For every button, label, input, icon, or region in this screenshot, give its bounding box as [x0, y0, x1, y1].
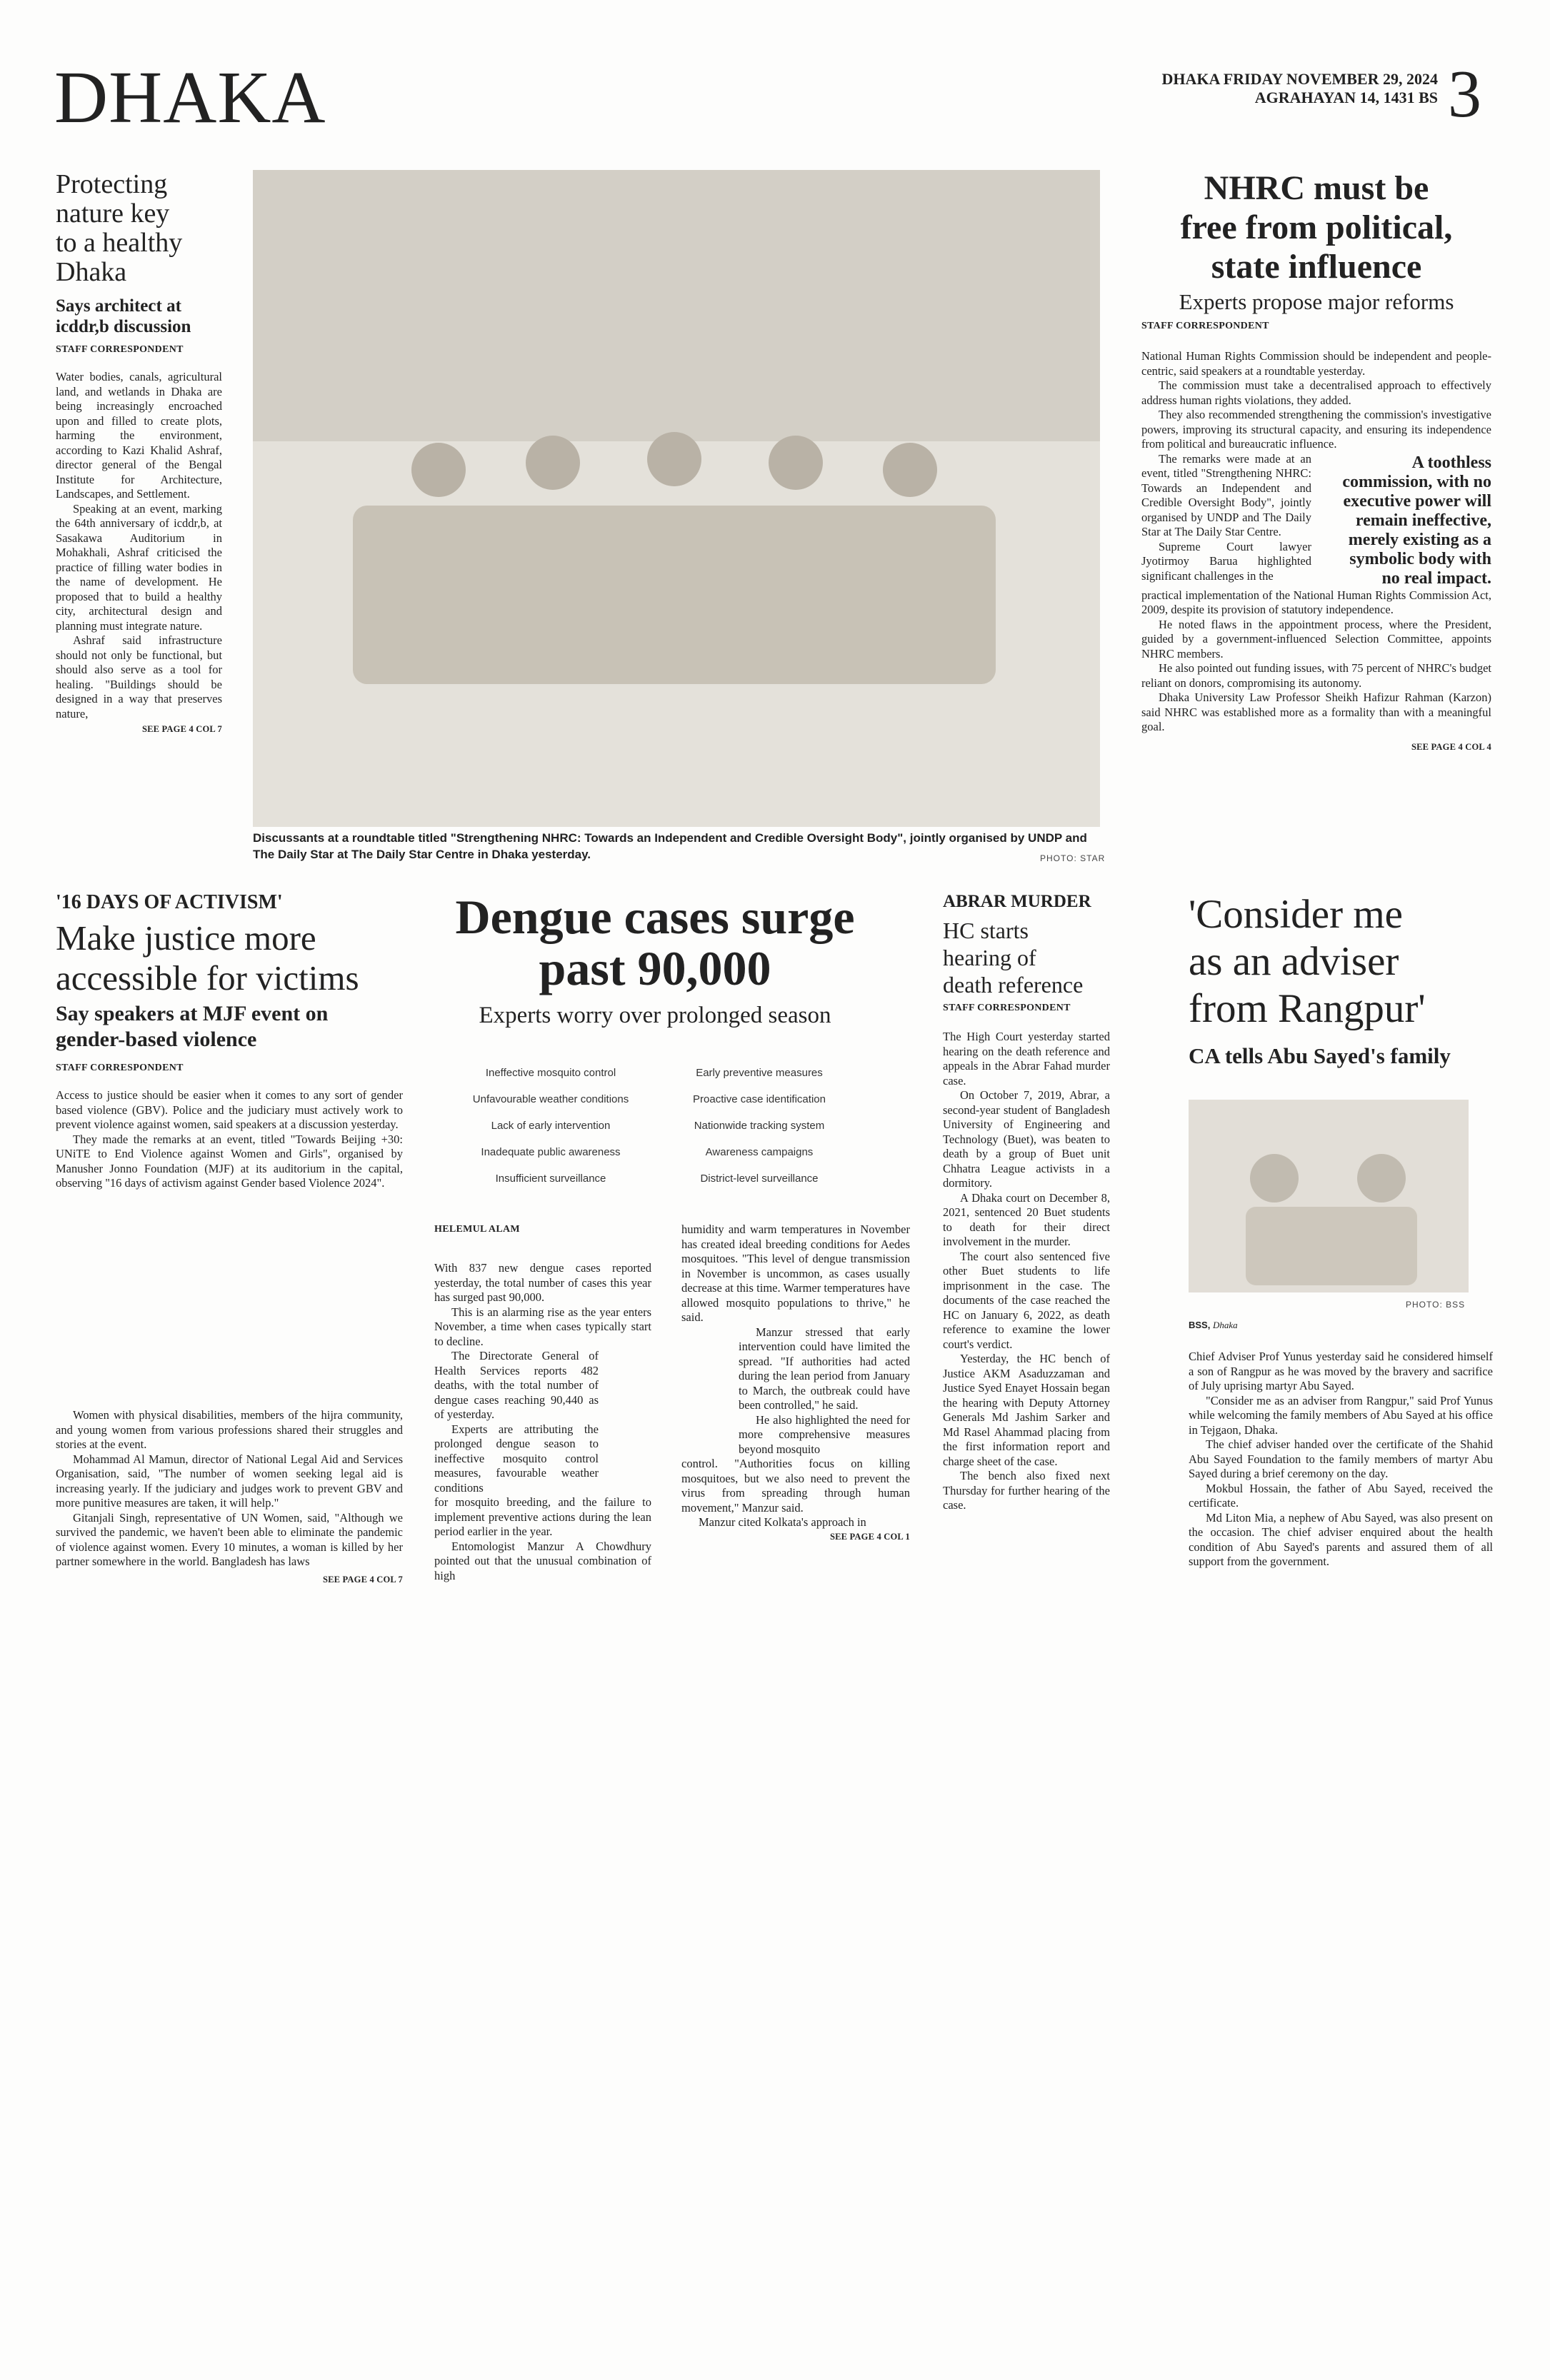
rangpur-photo: [1189, 1100, 1469, 1292]
nhrc-headline: [1141, 169, 1491, 286]
headline-line: as an adviser: [1189, 939, 1399, 984]
rangpur-body: [1189, 1350, 1493, 1570]
cause-item: Ineffective mosquito control: [485, 1067, 616, 1079]
solution-item: Nationwide tracking system: [694, 1120, 825, 1132]
nhrc-subhead: Experts propose major reforms: [1179, 289, 1454, 314]
headline-line: past 90,000: [539, 941, 771, 995]
dengue-paragraph: This is an alarming rise as the year enters November, a time when cases typically start to decline.: [434, 1305, 651, 1348]
roundtable-photo-image: [253, 170, 1100, 827]
headline-line: nature key: [56, 199, 170, 229]
rangpur-subhead: CA tells Abu Sayed's family: [1189, 1043, 1451, 1068]
nhrc-body-bottom: [1141, 588, 1491, 735]
nhrc-article: [1141, 169, 1491, 753]
rangpur-paragraph: "Consider me as an adviser from Rangpur," said Prof Yunus while welcoming the family members of Abu Sayed at his office in Tejgaon, Dhaka.: [1189, 1393, 1493, 1437]
nhrc-paragraph: The remarks were made at an event, titled "Strengthening NHRC: Towards an Independent and Credible Oversight Body", jointly organised by UNDP and The Daily Star at The Daily Star Centre.: [1141, 451, 1311, 538]
page-number: 3: [1448, 57, 1481, 131]
section-title: DHAKA: [54, 56, 326, 139]
headline-line: 'Consider me: [1189, 892, 1403, 937]
dengue-column-2: [681, 1222, 910, 1542]
activism-paragraph: Mohammad Al Mamun, director of National Legal Aid and Services Organisation, said, "The number of women seeking legal aid is increasing yearly. If the judiciary and judges work to prevent GBV and more punitive measures are taken, it will help.": [56, 1452, 403, 1510]
dengue-see-page: SEE PAGE 4 COL 1: [829, 1531, 910, 1542]
nhrc-paragraph: He also pointed out funding issues, with 75 percent of NHRC's budget reliant on donors, compromising its autonomy.: [1141, 661, 1491, 690]
abrar-body: [943, 1030, 1110, 1513]
headline-line: to a healthy: [56, 228, 183, 258]
subhead-line: icddr,b discussion: [56, 317, 191, 336]
dengue-paragraph: The Directorate General of Health Services reports 482 deaths, with the total number of dengue cases reaching 90,440 as of yesterday.: [434, 1349, 599, 1421]
cause-item: Lack of early intervention: [491, 1120, 611, 1132]
activism-paragraph: Gitanjali Singh, representative of UN Women, said, "Although we survived the pandemic, we haven't been able to eliminate the pandemic of violence against women. Every 10 minutes, a woman is killed by her partner somewhere in the world. Bangladesh has laws: [56, 1510, 403, 1568]
dengue-paragraph: Manzur cited Kolkata's approach in: [699, 1515, 866, 1529]
nhrc-paragraph: They also recommended strengthening the commission's investigative powers, improving its structural capacity, and ensuring its independence from political and bureaucratic influence.: [1141, 408, 1491, 451]
rangpur-byline-place: Dhaka: [1212, 1320, 1238, 1330]
nature-see-page: SEE PAGE 4 COL 7: [141, 724, 222, 734]
dengue-body-col1: [434, 1261, 651, 1583]
roundtable-photo: [253, 170, 1100, 827]
headline-line: Dengue cases surge: [455, 890, 855, 944]
dengue-paragraph: He also highlighted the need for more comprehensive measures beyond mosquito: [739, 1412, 910, 1456]
headline-line: accessible for victims: [56, 958, 359, 998]
activism-byline: STAFF CORRESPONDENT: [56, 1063, 184, 1073]
dengue-paragraph: Experts are attributing the prolonged dengue season to ineffective mosquito control measures, favourable weather conditions: [434, 1422, 599, 1495]
nature-body: [56, 370, 222, 721]
activism-see-page: SEE PAGE 4 COL 7: [322, 1574, 403, 1585]
cause-item: Insufficient surveillance: [495, 1173, 606, 1185]
dengue-column-1: [434, 1224, 651, 1583]
abrar-paragraph: A Dhaka court on December 8, 2021, sentenced 20 Buet students to death for their direct involvement in the murder.: [943, 1190, 1110, 1248]
solution-item: Awareness campaigns: [705, 1146, 814, 1158]
headline-line: Dhaka: [56, 257, 127, 287]
nature-paragraph: Ashraf said infrastructure should not only be functional, but should also serve as a tool for healing. "Buildings should be designed in a way that preserves nature,: [56, 633, 222, 720]
dengue-paragraph: for mosquito breeding, and the failure to implement preventive actions during the lean period earlier in the year.: [434, 1495, 651, 1538]
dengue-article: [433, 891, 877, 1192]
dengue-paragraph: Entomologist Manzur A Chowdhury pointed out that the unusual combination of high: [434, 1539, 651, 1582]
abrar-article: [943, 891, 1110, 1513]
nature-article: [56, 170, 222, 735]
dengue-byline: HELEMUL ALAM: [434, 1224, 520, 1235]
activism-headline: [56, 918, 403, 998]
activism-paragraph: Women with physical disabilities, members of the hijra community, and young women from various professions shared their struggles and stories at the event.: [56, 1408, 403, 1451]
headline-line: state influence: [1211, 248, 1422, 286]
dengue-headline: [433, 891, 877, 994]
rangpur-paragraph: The chief adviser handed over the certificate of the Shahid Abu Sayed Foundation to the family members of martyr Abu Sayed during a brief ceremony on the day.: [1189, 1437, 1493, 1480]
abrar-paragraph: On October 7, 2019, Abrar, a second-year student of Bangladesh University of Engineering and Technology (Buet), was beaten to death by a group of Buet unit Chhatra League activists in a dormitory.: [943, 1088, 1110, 1190]
nhrc-pull-quote: A toothless commission, with no executive power will remain ineffective, merely existing as a symbolic body with no real impact.: [1342, 453, 1491, 588]
abrar-paragraph: The court also sentenced five other Buet students to life imprisonment in the case. The documents of the case reached the HC on January 6, 2022, as death reference to examine the lower court's verdict.: [943, 1249, 1110, 1351]
nature-paragraph: Water bodies, canals, agricultural land, and wetlands in Dhaka are being increasingly encroached upon and filled to create plots, harming the environment, according to Kazi Khalid Ashraf, director general of the Bengal Institute for Architecture, Landscapes, and Settlement.: [56, 370, 222, 501]
headline-line: death reference: [943, 972, 1084, 998]
activism-paragraph: They made the remarks at an event, titled "Towards Beijing +30: UNiTE to End Violence against Women and Girls", organised by Manusher Jonno Foundation (MJF) at its auditorium in the capital, observing "16 days of activism against Gender based Violence 2024".: [56, 1132, 403, 1190]
headline-line: Make justice more: [56, 918, 316, 958]
nhrc-paragraph: He noted flaws in the appointment process, where the President, guided by a government-influenced Selection Committee, appoints NHRC members.: [1141, 617, 1491, 661]
dengue-subhead: Experts worry over prolonged season: [479, 1003, 831, 1028]
dengue-body-col2: [681, 1222, 910, 1530]
activism-kicker: '16 DAYS OF ACTIVISM': [56, 891, 283, 913]
nature-paragraph: Speaking at an event, marking the 64th anniversary of icddr,b, at Sasakawa Auditorium in Mohakhali, Ashraf criticised the practice of filling water bodies in the name of development. He proposed that to build a healthy city, architectural design and planning must integrate nature.: [56, 501, 222, 633]
activism-body-top: [56, 1088, 403, 1191]
headline-line: free from political,: [1180, 209, 1453, 246]
activism-article: [56, 891, 403, 1191]
subhead-line: Say speakers at MJF event on: [56, 1002, 329, 1025]
solution-item: Early preventive measures: [696, 1067, 823, 1079]
rangpur-photo-image: [1189, 1100, 1469, 1292]
dengue-paragraph: control. "Authorities focus on killing mosquitoes, but we also need to prevent the virus from spreading through human movement," Manzur said.: [681, 1457, 910, 1515]
headline-line: from Rangpur': [1189, 986, 1426, 1031]
dengue-solutions-list: [663, 1060, 856, 1192]
dengue-graphic: [433, 1060, 877, 1192]
nhrc-paragraph: National Human Rights Commission should be independent and people-centric, said speakers at a roundtable yesterday.: [1141, 349, 1491, 378]
activism-subhead: [56, 1001, 403, 1053]
subhead-line: gender-based violence: [56, 1028, 257, 1051]
nhrc-see-page: SEE PAGE 4 COL 4: [1411, 741, 1491, 752]
cause-item: Unfavourable weather conditions: [472, 1093, 629, 1105]
nhrc-body-narrow: [1141, 452, 1311, 588]
date-line-bangla: AGRAHAYAN 14, 1431 BS: [1254, 89, 1438, 106]
activism-body-bottom: [56, 1408, 403, 1587]
roundtable-photo-caption: Discussants at a roundtable titled "Strengthening NHRC: Towards an Independent and Credible Oversight Body", jointly organised by UNDP and The Daily Star at The Daily Star Centre in Dhaka yesterday.: [253, 831, 1087, 861]
roundtable-photo-credit: PHOTO: STAR: [1040, 853, 1106, 863]
dengue-paragraph: humidity and warm temperatures in November has created ideal breeding conditions for Aedes mosquitoes. "This level of dengue transmission in November is uncommon, as cases usually decrease at this time. Warmer temperatures have allowed mosquito populations to thrive," he said.: [681, 1222, 910, 1324]
abrar-paragraph: The High Court yesterday started hearing on the death reference and appeals in the Abrar Fahad murder case.: [943, 1030, 1110, 1088]
abrar-paragraph: Yesterday, the HC bench of Justice AKM Asaduzzaman and Justice Syed Enayet Hossain began the hearing with Deputy Attorney Generals Md Jashim Sarker and Md Rasel Ahammad placing from the first information report and charge sheet of the case.: [943, 1352, 1110, 1468]
dengue-causes-list: [454, 1060, 647, 1192]
rangpur-photo-credit: PHOTO: BSS: [1406, 1300, 1466, 1310]
headline-line: NHRC must be: [1204, 169, 1429, 207]
rangpur-paragraph: Chief Adviser Prof Yunus yesterday said he considered himself a son of Rangpur as he was moved by the bravery and sacrifice of July uprising martyr Abu Sayed.: [1189, 1350, 1493, 1392]
headline-line: HC starts: [943, 918, 1029, 943]
dengue-paragraph: With 837 new dengue cases reported yesterday, the total number of cases this year has surged past 90,000.: [434, 1261, 651, 1304]
rangpur-byline: [1189, 1320, 1493, 1331]
nature-byline: STAFF CORRESPONDENT: [56, 344, 184, 355]
headline-line: Protecting: [56, 169, 168, 199]
nhrc-byline: STAFF CORRESPONDENT: [1141, 321, 1269, 331]
nhrc-body-top: [1141, 349, 1491, 452]
abrar-headline: [943, 917, 1110, 998]
headline-line: hearing of: [943, 945, 1036, 970]
nhrc-paragraph: The commission must take a decentralised approach to effectively address human rights violations, they added.: [1141, 378, 1491, 407]
rangpur-byline-agency: BSS,: [1189, 1320, 1211, 1330]
rangpur-paragraph: Md Liton Mia, a nephew of Abu Sayed, was also present on the occasion. The chief adviser enquired about the health condition of Abu Sayed's parents and assured them of all support from the government.: [1189, 1510, 1493, 1568]
rangpur-paragraph: Mokbul Hossain, the father of Abu Sayed, received the certificate.: [1189, 1481, 1493, 1510]
date-line: DHAKA FRIDAY NOVEMBER 29, 2024: [1161, 70, 1438, 88]
abrar-paragraph: The bench also fixed next Thursday for further hearing of the case.: [943, 1469, 1110, 1512]
subhead-line: Says architect at: [56, 296, 181, 316]
nature-subhead: [56, 296, 222, 337]
rangpur-article: [1189, 891, 1496, 1070]
nature-headline: [56, 170, 222, 287]
solution-item: District-level surveillance: [700, 1173, 819, 1185]
rangpur-headline: [1189, 891, 1496, 1033]
abrar-kicker: ABRAR MURDER: [943, 892, 1091, 911]
cause-item: Inadequate public awareness: [481, 1146, 621, 1158]
solution-item: Proactive case identification: [693, 1093, 826, 1105]
nhrc-paragraph: practical implementation of the National Human Rights Commission Act, 2009, despite its provision of statutory independence.: [1141, 588, 1491, 616]
rangpur-body-wrap: [1189, 1320, 1493, 1570]
nhrc-paragraph: Supreme Court lawyer Jyotirmoy Barua highlighted significant challenges in the: [1141, 539, 1311, 583]
dengue-paragraph: Manzur stressed that early intervention could have limited the spread. "If authorities had acted during the lean period from January to March, the outbreak could have been controlled," he said.: [739, 1325, 910, 1412]
abrar-byline: STAFF CORRESPONDENT: [943, 1003, 1071, 1013]
nhrc-paragraph: Dhaka University Law Professor Sheikh Hafizur Rahman (Karzon) said NHRC was established more as a formality than with a meaningful goal.: [1141, 691, 1491, 733]
activism-paragraph: Access to justice should be easier when it comes to any sort of gender based violence (GBV). Police and the judiciary must actively work to prevent violence against women, said speakers at a discussion yesterday.: [56, 1088, 403, 1131]
